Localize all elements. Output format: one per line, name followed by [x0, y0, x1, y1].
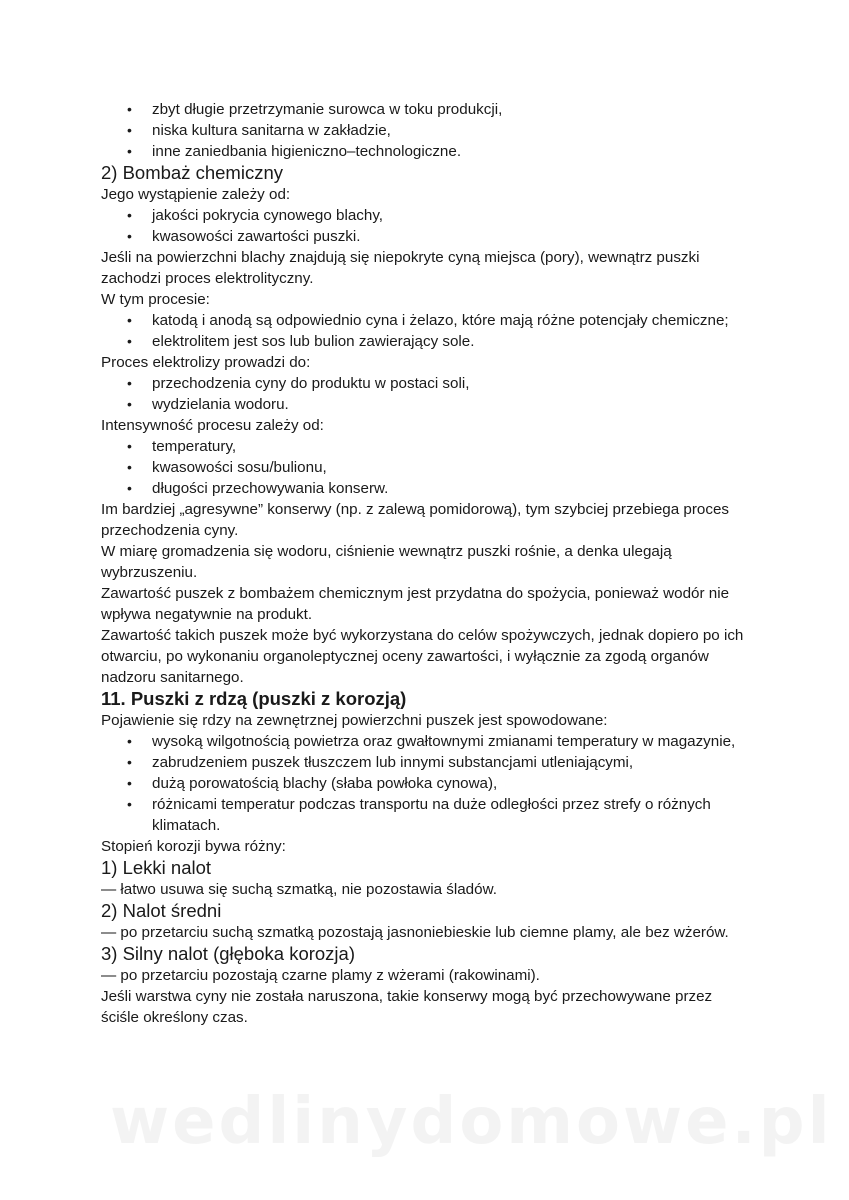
section-heading-chemical-bombage: 2) Bombaż chemiczny	[101, 162, 283, 183]
list-item: • wysoką wilgotnością powietrza oraz gwałtownymi zmianami temperatury w magazynie,	[152, 731, 746, 752]
list-item: • niska kultura sanitarna w zakładzie,	[152, 120, 746, 141]
paragraph: — po przetarciu pozostają czarne plamy z wżerami (rakowinami).	[101, 967, 540, 984]
list-item: • temperatury,	[152, 436, 746, 457]
bullet-list-electrolysis	[101, 373, 746, 415]
paragraph: Intensywność procesu zależy od:	[101, 417, 324, 434]
paragraph: W tym procesie:	[101, 291, 210, 308]
list-item: • inne zaniedbania higieniczno–technologiczne.	[152, 141, 746, 162]
list-item: • różnicami temperatur podczas transportu na duże odległości przez strefy o różnych klimatach.	[152, 794, 746, 836]
list-item: • przechodzenia cyny do produktu w postaci soli,	[152, 373, 746, 394]
paragraph: Jeśli warstwa cyny nie została naruszona, takie konserwy mogą być przechowywane przez ściśle określony czas.	[101, 988, 713, 1026]
bullet-list-causes	[101, 99, 746, 162]
list-item: • kwasowości sosu/bulionu,	[152, 457, 746, 478]
list-item: • zabrudzeniem puszek tłuszczem lub innymi substancjami utleniającymi,	[152, 752, 746, 773]
watermark: wedlinydomowe.pl	[110, 1085, 833, 1159]
list-item: • elektrolitem jest sos lub bulion zawierający sole.	[152, 331, 746, 352]
paragraph: Stopień korozji bywa różny:	[101, 838, 286, 855]
list-item: • katodą i anodą są odpowiednio cyna i żelazo, które mają różne potencjały chemiczne;	[152, 310, 746, 331]
paragraph: W miarę gromadzenia się wodoru, ciśnienie wewnątrz puszki rośnie, a denka ulegają wybrzuszeniu.	[101, 543, 672, 581]
document-body	[101, 99, 746, 1028]
paragraph: — łatwo usuwa się suchą szmatką, nie pozostawia śladów.	[101, 881, 497, 898]
paragraph: Im bardziej „agresywne” konserwy (np. z zalewą pomidorową), tym szybciej przebiega proces przechodzenia cyny.	[101, 501, 729, 539]
section-heading-rusty-cans: 11. Puszki z rdzą (puszki z korozją)	[101, 688, 407, 709]
list-item: • długości przechowywania konserw.	[152, 478, 746, 499]
paragraph: — po przetarciu suchą szmatką pozostają jasnoniebieskie lub ciemne plamy, ale bez wżerów.	[101, 924, 729, 941]
list-item: • zbyt długie przetrzymanie surowca w toku produkcji,	[152, 99, 746, 120]
subheading-medium-coating: 2) Nalot średni	[101, 900, 222, 921]
list-item: • kwasowości zawartości puszki.	[152, 226, 746, 247]
subheading-heavy-coating: 3) Silny nalot (głęboka korozja)	[101, 943, 355, 964]
list-item: • jakości pokrycia cynowego blachy,	[152, 205, 746, 226]
paragraph: Proces elektrolizy prowadzi do:	[101, 354, 311, 371]
paragraph: Zawartość takich puszek może być wykorzystana do celów spożywczych, jednak dopiero po ich otwarciu, po wykonaniu organoleptycznej oceny zawartości, i wyłącznie za zgodą organów nadzoru sanitarnego.	[101, 627, 744, 686]
subheading-light-coating: 1) Lekki nalot	[101, 857, 212, 878]
paragraph: Zawartość puszek z bombażem chemicznym jest przydatna do spożycia, ponieważ wodór nie wpływa negatywnie na produkt.	[101, 585, 730, 623]
list-item: • dużą porowatością blachy (słaba powłoka cynowa),	[152, 773, 746, 794]
bullet-list-depends	[101, 205, 746, 247]
paragraph: Jeśli na powierzchni blachy znajdują się niepokryte cyną miejsca (pory), wewnątrz puszki zachodzi proces elektrolityczny.	[101, 249, 700, 287]
paragraph: Jego wystąpienie zależy od:	[101, 186, 291, 203]
list-item: • wydzielania wodoru.	[152, 394, 746, 415]
bullet-list-intensity	[101, 436, 746, 499]
bullet-list-process	[101, 310, 746, 352]
paragraph: Pojawienie się rdzy na zewnętrznej powierzchni puszek jest spowodowane:	[101, 712, 608, 729]
bullet-list-rust-causes	[101, 731, 746, 836]
